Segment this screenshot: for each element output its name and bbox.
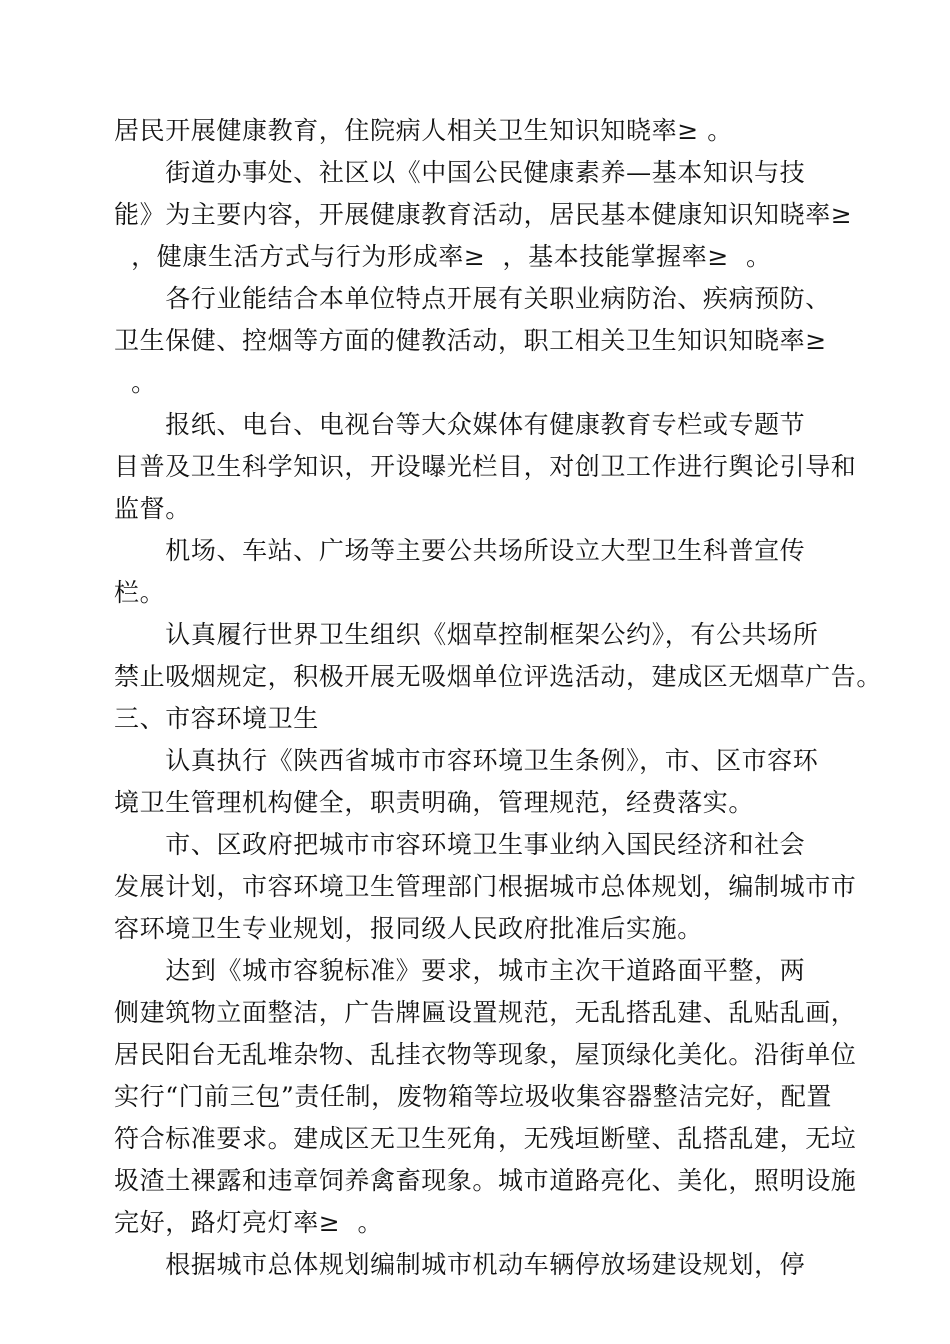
text-line: 能》为主要内容，开展健康教育活动，居民基本健康知识知晓率≥ bbox=[114, 200, 853, 229]
text-line: ，健康生活方式与行为形成率≥ ，基本技能掌握率≥ 。 bbox=[114, 242, 772, 271]
text-line: 发展计划，市容环境卫生管理部门根据城市总体规划，编制城市市 bbox=[114, 872, 857, 901]
text-line: 监督。 bbox=[114, 494, 191, 523]
text-line: 容环境卫生专业规划，报同级人民政府批准后实施。 bbox=[114, 914, 703, 943]
text-line: 实行“门前三包”责任制，废物箱等垃圾收集容器整洁完好，配置 bbox=[114, 1082, 832, 1111]
text-line: 机场、车站、广场等主要公共场所设立大型卫生科普宣传 bbox=[114, 536, 806, 565]
text-line: 认真履行世界卫生组织《烟草控制框架公约》，有公共场所 bbox=[114, 620, 819, 649]
text-line: 认真执行《陕西省城市市容环境卫生条例》，市、区市容环 bbox=[114, 746, 819, 775]
text-line: 报纸、电台、电视台等大众媒体有健康教育专栏或专题节 bbox=[114, 410, 806, 439]
text-line: 达到《城市容貌标准》要求，城市主次干道路面平整，两 bbox=[114, 956, 806, 985]
text-line: 完好，路灯亮灯率≥ 。 bbox=[114, 1208, 384, 1237]
text-line: 卫生保健、控烟等方面的健教活动，职工相关卫生知识知晓率≥ bbox=[114, 326, 827, 355]
text-line: 。 bbox=[114, 368, 157, 397]
text-line: 目普及卫生科学知识，开设曝光栏目，对创卫工作进行舆论引导和 bbox=[114, 452, 857, 481]
text-line: 侧建筑物立面整洁，广告牌匾设置规范，无乱搭乱建、乱贴乱画， bbox=[114, 998, 857, 1027]
section-heading: 三、市容环境卫生 bbox=[114, 704, 319, 733]
text-line: 禁止吸烟规定，积极开展无吸烟单位评选活动，建成区无烟草广告。 bbox=[114, 662, 883, 691]
document-body bbox=[114, 110, 883, 1286]
text-line: 境卫生管理机构健全，职责明确，管理规范，经费落实。 bbox=[114, 788, 755, 817]
text-line: 居民开展健康教育，住院病人相关卫生知识知晓率≥ 。 bbox=[114, 116, 733, 145]
text-line: 符合标准要求。建成区无卫生死角，无残垣断壁、乱搭乱建，无垃 bbox=[114, 1124, 857, 1153]
text-line: 居民阳台无乱堆杂物、乱挂衣物等现象，屋顶绿化美化。沿街单位 bbox=[114, 1040, 857, 1069]
text-line: 各行业能结合本单位特点开展有关职业病防治、疾病预防、 bbox=[114, 284, 831, 313]
text-line: 栏。 bbox=[114, 578, 166, 607]
text-line: 根据城市总体规划编制城市机动车辆停放场建设规划，停 bbox=[114, 1250, 806, 1279]
text-line: 圾渣土裸露和违章饲养禽畜现象。城市道路亮化、美化，照明设施 bbox=[114, 1166, 857, 1195]
text-line: 街道办事处、社区以《中国公民健康素养—基本知识与技 bbox=[114, 158, 806, 187]
text-line: 市、区政府把城市市容环境卫生事业纳入国民经济和社会 bbox=[114, 830, 806, 859]
